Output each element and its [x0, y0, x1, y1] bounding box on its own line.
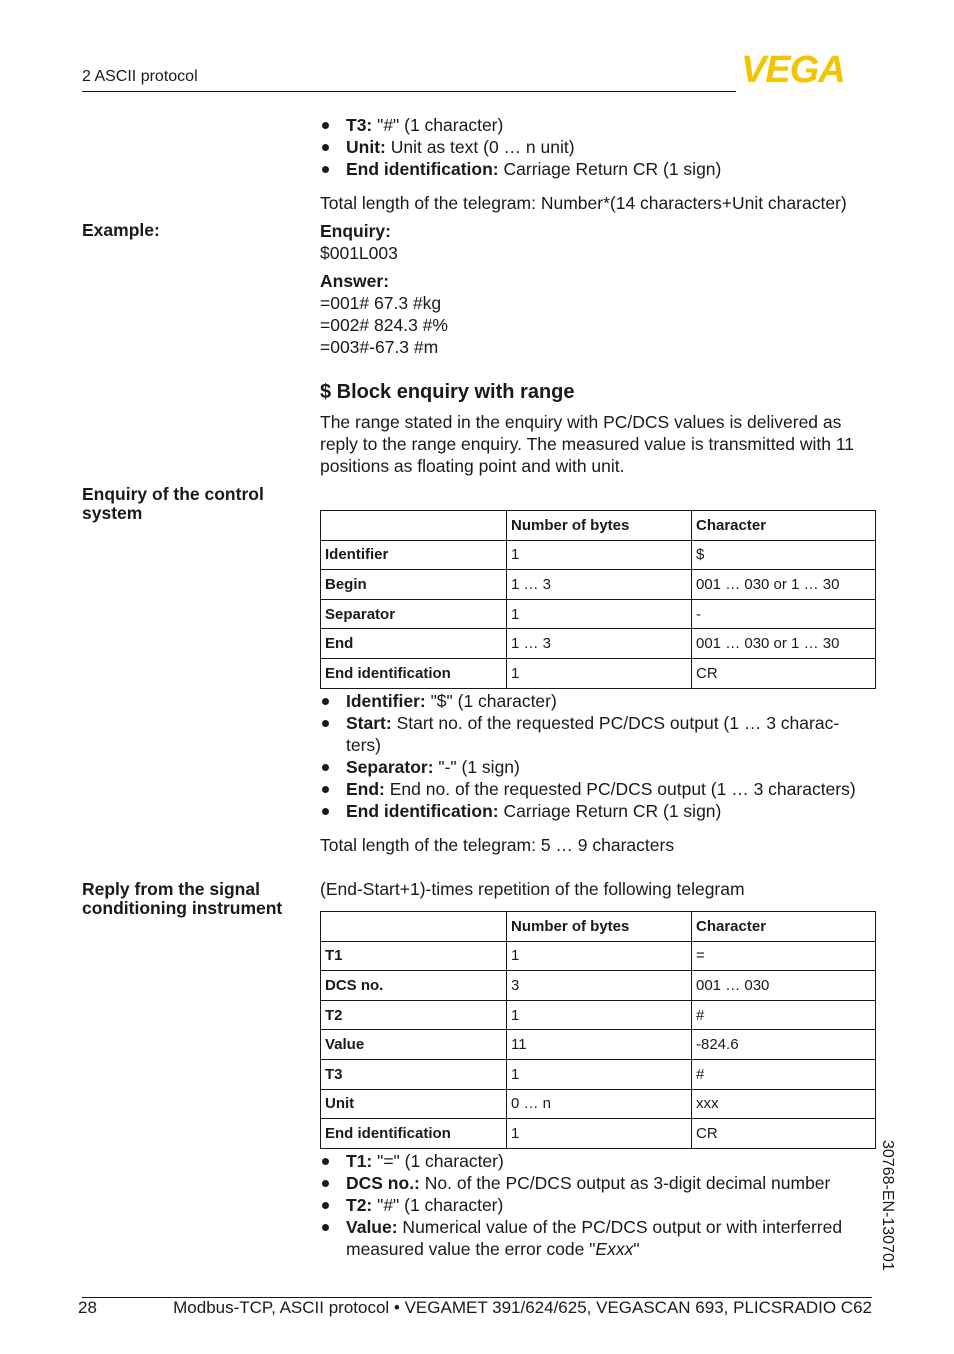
bottom-bullet-list	[320, 1150, 880, 1260]
table-header-row: Number of bytes Character	[321, 912, 876, 942]
table-row: End identification 1 CR	[321, 658, 876, 688]
footer-title: Modbus-TCP, ASCII protocol • VEGAMET 391/624/625, VEGASCAN 693, PLICSRADIO C62	[173, 1298, 872, 1317]
list-item: Unit: Unit as text (0 … n unit)	[320, 136, 880, 158]
list-item: Start: Start no. of the requested PC/DCS output (1 … 3 charac- ters)	[320, 712, 880, 756]
table-row: Unit 0 … n xxx	[321, 1089, 876, 1119]
header-rule	[82, 91, 736, 92]
table-header-row: Number of bytes Character	[321, 511, 876, 541]
table-row: Value 11 -824.6	[321, 1030, 876, 1060]
enquiry-table	[320, 510, 876, 689]
svg-text:VEGA: VEGA	[741, 52, 845, 86]
vega-logo	[741, 52, 873, 91]
header-section-title: 2 ASCII protocol	[82, 68, 198, 85]
section-paragraph: The range stated in the enquiry with PC/DCS values is delivered as reply to the range enquiry. The measured value is transmitted with 11 positions as floating point and with unit.	[320, 412, 855, 476]
list-item: Value: Numerical value of the PC/DCS output or with interferred measured value the error code "Exxx"	[320, 1216, 880, 1260]
total-length-text: Total length of the telegram: 5 … 9 characters	[320, 835, 675, 855]
reply-label: Reply from the signal conditioning instrument	[82, 879, 283, 918]
list-item: T3: "#" (1 character)	[320, 114, 880, 136]
answer-label: Answer:	[320, 271, 390, 291]
list-item: Separator: "-" (1 sign)	[320, 756, 880, 778]
table-row: T2 1 #	[321, 1000, 876, 1030]
enquiry-control-label: Enquiry of the control system	[82, 484, 264, 523]
answer-line: =002# 824.3 #%	[320, 315, 448, 335]
reply-text: (End-Start+1)-times repetition of the following telegram	[320, 879, 745, 899]
answer-line: =003#-67.3 #m	[320, 337, 439, 357]
total-length-text: Total length of the telegram: Number*(14 characters+Unit character)	[320, 193, 847, 213]
list-item: End identification: Carriage Return CR (1 sign)	[320, 800, 880, 822]
table-row: T3 1 #	[321, 1059, 876, 1089]
list-item: T2: "#" (1 character)	[320, 1194, 880, 1216]
section-heading: $ Block enquiry with range	[320, 381, 575, 403]
table-row: DCS no. 3 001 … 030	[321, 971, 876, 1001]
list-item: End: End no. of the requested PC/DCS output (1 … 3 characters)	[320, 778, 880, 800]
list-item: DCS no.: No. of the PC/DCS output as 3-digit decimal number	[320, 1172, 880, 1194]
mid-bullet-list	[320, 690, 880, 822]
enquiry-label: Enquiry:	[320, 221, 391, 241]
answer-line: =001# 67.3 #kg	[320, 293, 442, 313]
list-item: End identification: Carriage Return CR (1 sign)	[320, 158, 880, 180]
table-row: T1 1 =	[321, 941, 876, 971]
enquiry-value: $001L003	[320, 243, 398, 263]
example-block	[320, 220, 448, 358]
reply-table	[320, 911, 876, 1149]
table-row: Identifier 1 $	[321, 540, 876, 570]
table-row: End 1 … 3 001 … 030 or 1 … 30	[321, 629, 876, 659]
page-number: 28	[78, 1298, 97, 1317]
list-item: Identifier: "$" (1 character)	[320, 690, 880, 712]
table-row: Separator 1 -	[321, 599, 876, 629]
list-item: T1: "=" (1 character)	[320, 1150, 880, 1172]
table-row: End identification 1 CR	[321, 1119, 876, 1149]
table-row: Begin 1 … 3 001 … 030 or 1 … 30	[321, 570, 876, 600]
document-number: 30768-EN-130701	[879, 1140, 896, 1271]
top-bullet-list	[320, 114, 880, 180]
example-label: Example:	[82, 220, 160, 240]
